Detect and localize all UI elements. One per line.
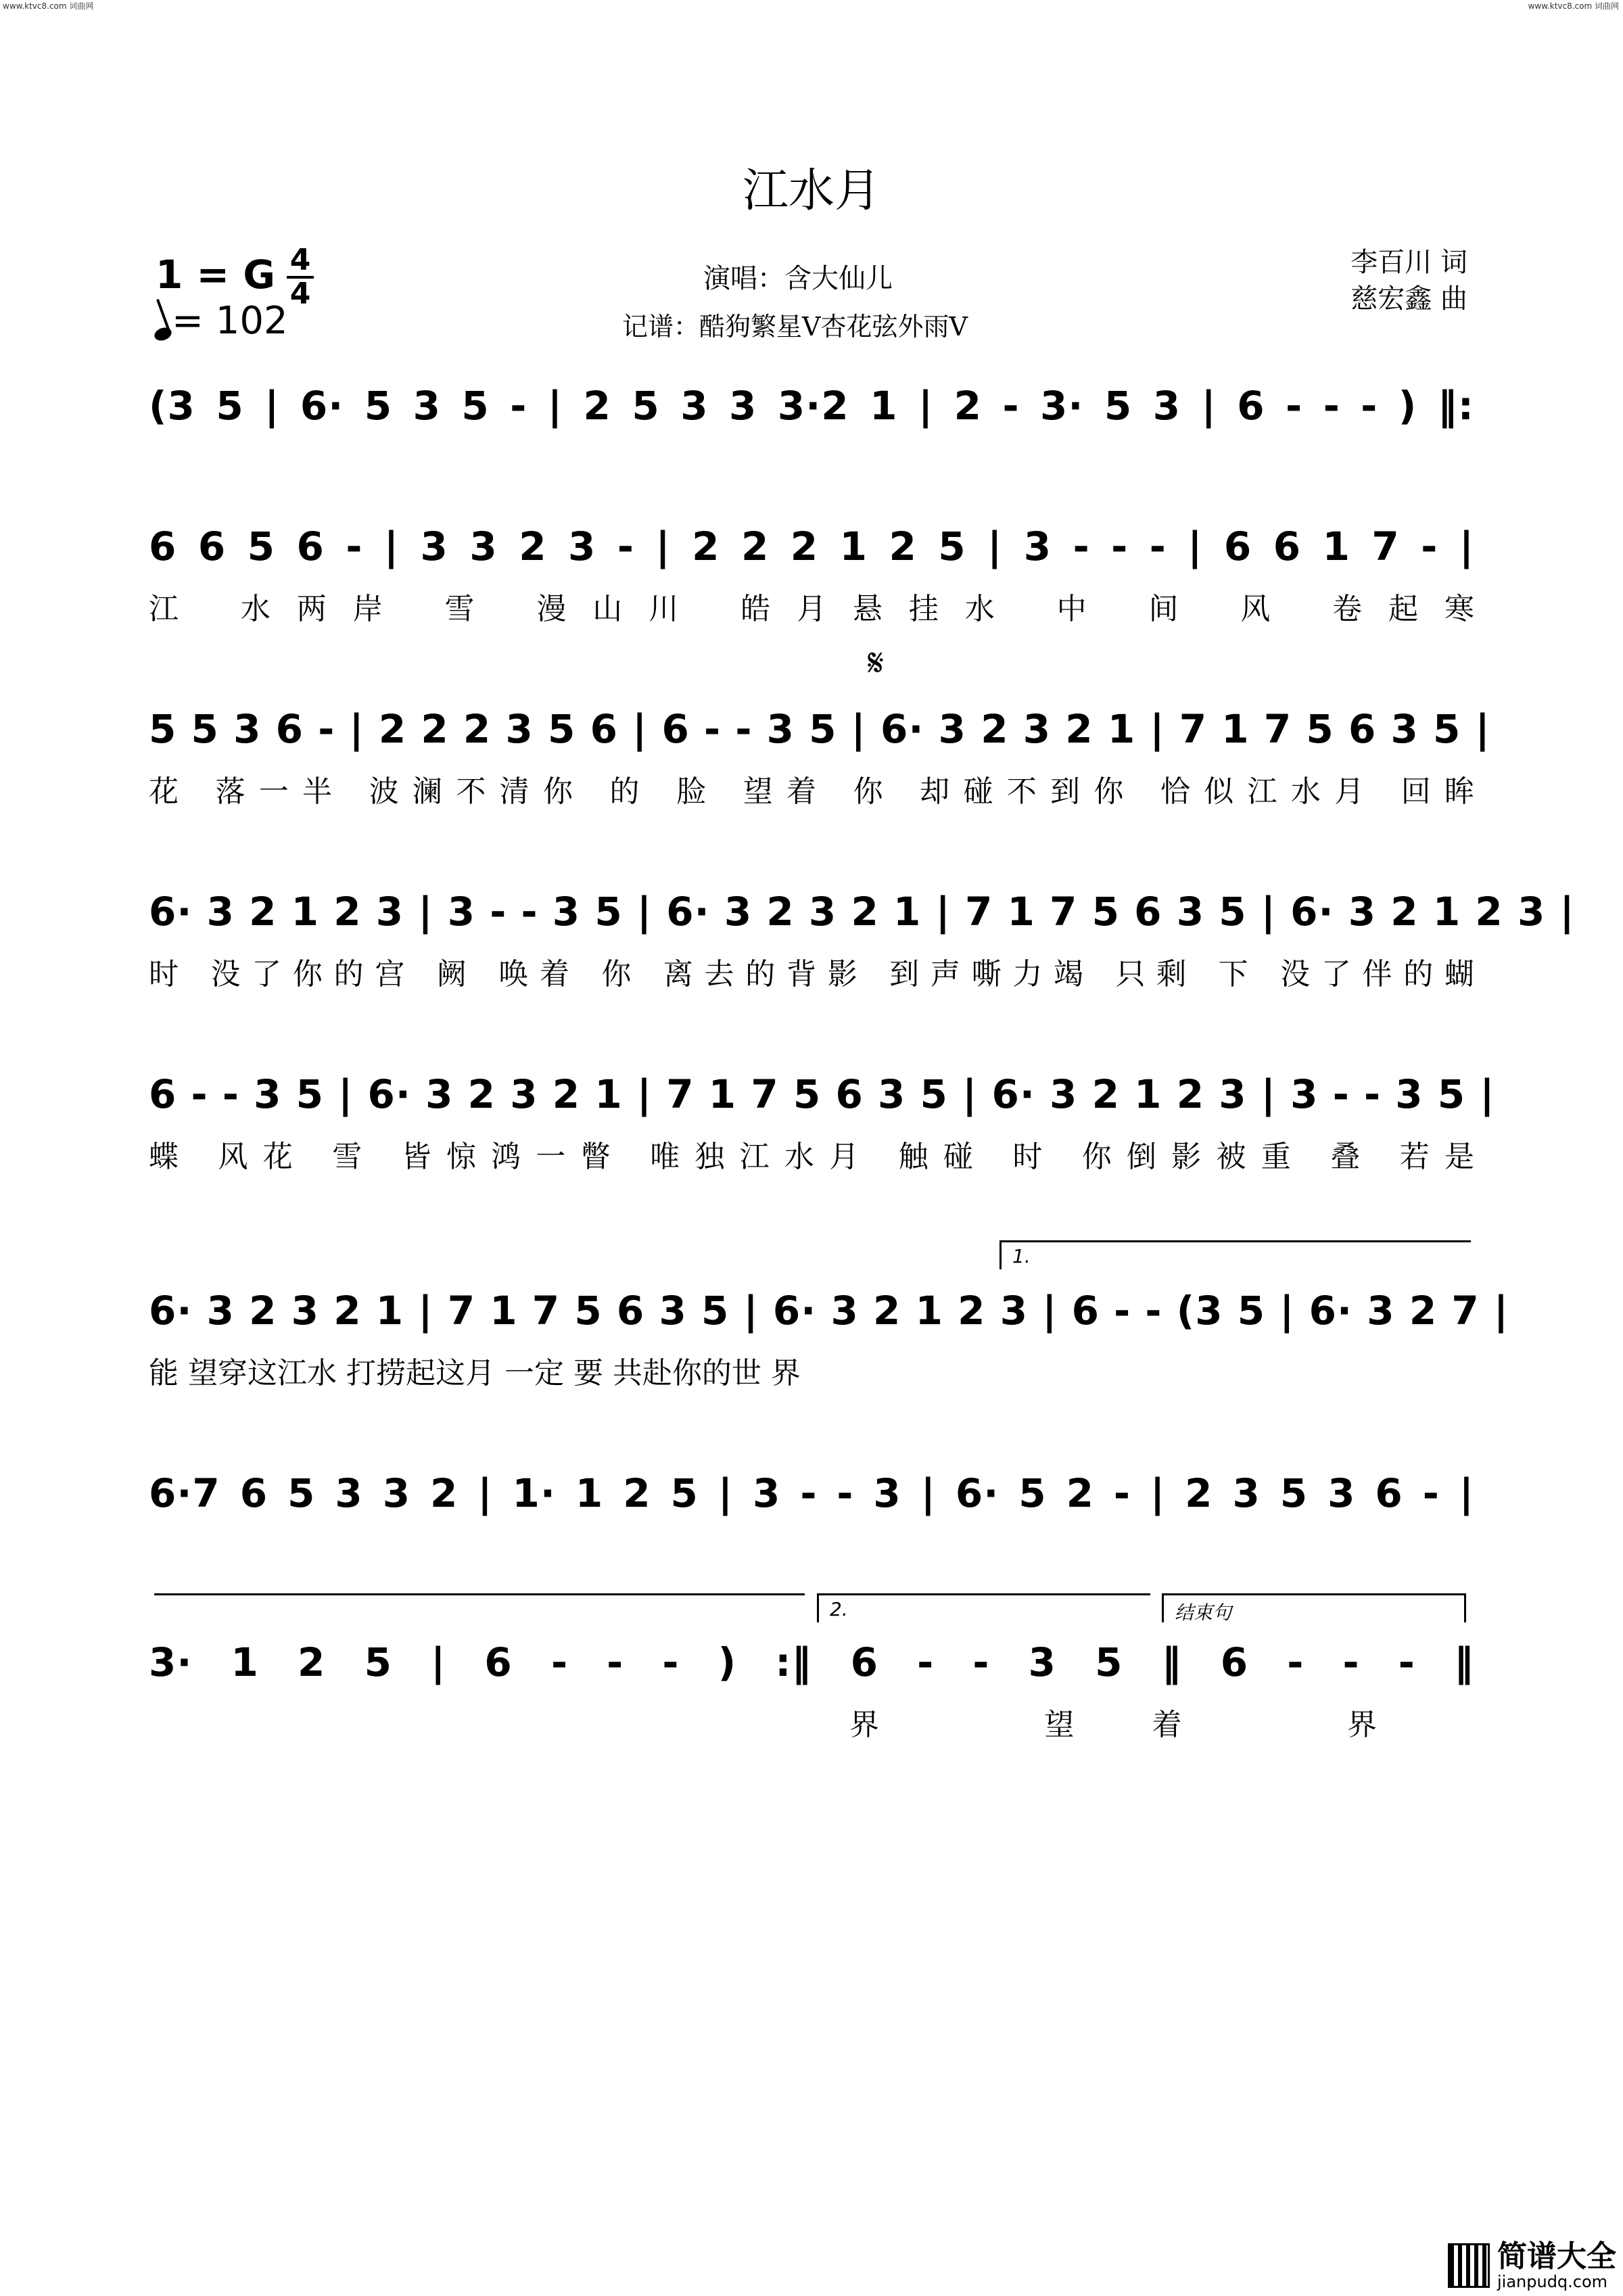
segno-sign: 𝄋 [868,641,885,685]
lyrics-line: 蝶 风花 雪 皆惊鸿一瞥 唯独江水月 触碰 时 你倒影被重 叠 若是 [149,1140,1474,1174]
site-logo-name: 简谱大全 [1497,2239,1616,2274]
transcriber-credit: 记谱：酷狗繁星V杏花弦外雨V [622,312,968,342]
notation-line: 5 5 3 6 - | 2 2 2 3 5 6 | 6 - - 3 5 | 6· 3 2 3 2 1 | 7 1 7 5 6 3 5 | [149,706,1490,752]
notation-line: 6 6 5 6 - | 3 3 2 3 - | 2 2 2 1 2 5 | 3 - - - | 6 6 1 7 - | [149,523,1474,569]
score-system-8 [149,1635,1474,1750]
lyrics-line: 江 水两岸 雪 漫山川 皓月悬挂水 中 间 风 卷起寒 [149,592,1474,626]
lyricist-credit: 李百川 词 [1350,247,1467,278]
second-ending-label: 2. [830,1598,848,1620]
coda-ending-label: 结束句 [1175,1601,1232,1624]
corner-watermark-right: www.ktvc8.com 词曲网 [1528,1,1619,11]
tempo-mark [154,299,288,343]
lyrics-line: 时 没了你的宫 阙 唤着 你 离去的背影 到声嘶力竭 只剩 下 没了伴的蝴 [149,957,1474,991]
time-signature [284,245,316,310]
second-ending-bracket [817,1593,1150,1622]
first-ending-label: 1. [1012,1245,1031,1267]
lyrics-line: 花 落一半 波澜不清你 的 脸 望着 你 却碰不到你 恰似江水月 回眸 [149,774,1474,809]
notation-line: 6·7 6 5 3 3 2 | 1· 1 2 5 | 3 - - 3 | 6· 5 2 - | 2 3 5 3 6 - | [149,1470,1474,1516]
page-title: 江水月 [742,164,880,218]
score-system-6 [149,1284,1509,1399]
notation-line: 6· 3 2 1 2 3 | 3 - - 3 5 | 6· 3 2 3 2 1 | 7 1 7 5 6 3 5 | 6· 3 2 1 2 3 | [149,889,1575,935]
singer-credit: 演唱：含大仙儿 [703,263,893,294]
first-ending-bracket [999,1240,1471,1269]
piano-icon [1448,2243,1490,2288]
site-logo-url: jianpudq.com [1497,2272,1608,2291]
lyrics-line [149,444,1474,484]
time-signature-bottom: 4 [289,277,311,311]
composer-credit: 慈宏鑫 曲 [1350,283,1467,314]
score-system-5 [149,1067,1495,1182]
lyrics-line: 能 望穿这江水 打捞起这月 一定 要 共赴你的世 界 [149,1356,801,1390]
notation-line: (3 5 | 6· 5 3 5 - | 2 5 3 3 3·2 1 | 2 - 3· 5 3 | 6 - - - ) ‖: [149,383,1474,429]
repeat-top-line [154,1593,805,1595]
coda-ending-bracket [1162,1593,1466,1622]
score-system-7 [149,1466,1474,1581]
quarter-note-icon [153,325,174,343]
score-system-1 [149,379,1474,494]
notation-line: 3· 1 2 5 | 6 - - - ) :‖ 6 - - 3 5 ‖ 6 - - - ‖ [149,1639,1474,1685]
score-system-3 [149,702,1490,817]
tempo-value: = 102 [172,299,288,343]
score-system-2 [149,519,1474,634]
notation-line: 6· 3 2 3 2 1 | 7 1 7 5 6 3 5 | 6· 3 2 1 2 3 | 6 - - (3 5 | 6· 3 2 7 | [149,1288,1509,1334]
score-system-4 [149,885,1575,1000]
notation-line: 6 - - 3 5 | 6· 3 2 3 2 1 | 7 1 7 5 6 3 5 | 6· 3 2 1 2 3 | 3 - - 3 5 | [149,1071,1495,1117]
corner-watermark-left: www.ktvc8.com 词曲网 [3,1,94,11]
time-signature-top: 4 [289,243,311,277]
lyrics-line [149,1531,1474,1572]
lyrics-line: 界 望着 界 [849,1708,1377,1742]
key-signature: 1 = G [156,252,275,298]
site-logo [1448,2241,1616,2291]
